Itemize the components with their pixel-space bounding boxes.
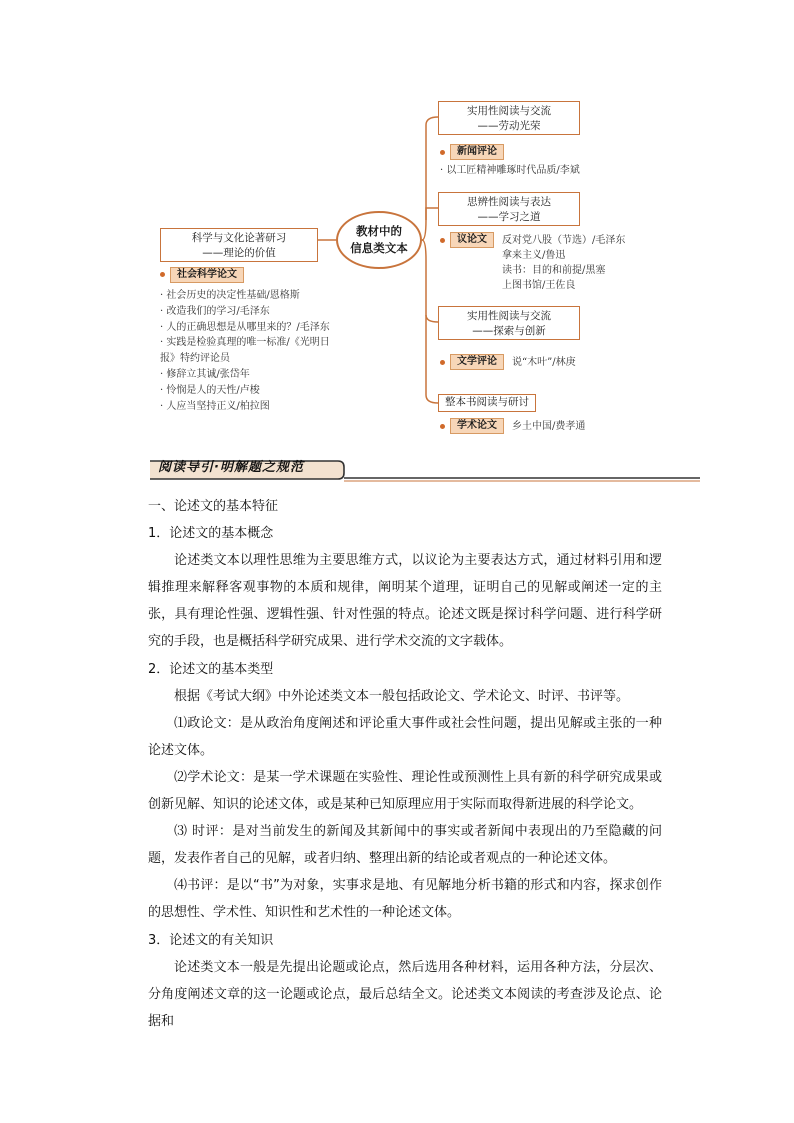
- right-branch-box-2: [438, 192, 580, 226]
- list-item: · 修辞立其诚/张岱年: [160, 368, 250, 380]
- branch-item: 乡土中国/费孝通: [512, 421, 586, 432]
- bullet-dot: [440, 150, 445, 155]
- branch-item: 说“木叶”/林庚: [512, 357, 576, 368]
- branch-item: · 以工匠精神雕琢时代品质/李斌: [440, 165, 580, 176]
- list-item: 报》特约评论员: [160, 353, 230, 365]
- category-tag-news-review: 新闻评论: [450, 144, 504, 160]
- list-item: · 怜悯是人的天性/卢梭: [160, 384, 260, 396]
- branch-title: 整本书阅读与研讨: [445, 396, 529, 408]
- branch-title: 实用性阅读与交流: [467, 310, 551, 322]
- bullet-dot: [160, 272, 165, 277]
- branch-item: 上图书馆/王佐良: [502, 280, 576, 291]
- center-line2: 信息类文本: [350, 241, 408, 255]
- type-item: ⑴政论文：是从政治角度阐述和评论重大事件或社会性问题，提出见解或主张的一种论述文体。: [148, 715, 662, 758]
- category-tag-academic: 学术论文: [450, 418, 504, 434]
- subheading-2: 2．论述文的基本类型: [148, 661, 274, 677]
- section-banner-title: 阅读导引·明解题之规范: [158, 460, 304, 475]
- heading-1: 一、论述文的基本特征: [148, 499, 279, 514]
- branch-item: 拿来主义/鲁迅: [502, 250, 566, 261]
- branch-title: 实用性阅读与交流: [467, 105, 551, 117]
- right-branch-box-3: [438, 306, 580, 340]
- bullet-dot: [440, 360, 445, 365]
- article-body: [148, 493, 662, 1035]
- subheading-1: [148, 520, 662, 547]
- branch-subtitle: ——劳动光荣: [477, 120, 541, 132]
- list-item: · 改造我们的学习/毛泽东: [160, 305, 270, 317]
- list-item: · 人应当坚持正义/柏拉图: [160, 400, 270, 412]
- mindmap-center-node: [336, 211, 422, 269]
- paragraph-1: 论述类文本以理性思维为主要思维方式，以议论为主要表达方式，通过材料引用和逻辑推理来解释客观事物的本质和规律，阐明某个道理，证明自己的见解或阐述一定的主张，具有理论性强、逻辑性强、针对性强的特点。论述文既是探讨科学问题、进行科学研究的手段，也是概括科学研究成果、进行学术交流的文字载体。: [148, 553, 662, 650]
- right-branch-box-4: [438, 394, 536, 412]
- center-line1: 教材中的: [356, 224, 402, 238]
- branch-item: 读书：目的和前提/黑塞: [502, 265, 606, 276]
- subheading-3: 3．论述文的有关知识: [148, 932, 274, 948]
- bullet-dot: [440, 238, 445, 243]
- branch-subtitle: ——探索与创新: [472, 325, 546, 337]
- left-box-line1: 科学与文化论著研习: [191, 232, 287, 244]
- left-item-list: [160, 288, 330, 414]
- branch-subtitle: ——学习之道: [477, 211, 541, 223]
- right-branch-box-1: [438, 101, 580, 135]
- branch-item: 反对党八股（节选）/毛泽东: [502, 235, 626, 246]
- list-item: · 社会历史的决定性基础/恩格斯: [160, 290, 300, 301]
- type-item: ⑵学术论文：是某一学术课题在实验性、理论性或预测性上具有新的科学研究成果或创新见解、知识的论述文体，或是某种已知原理应用于实际而取得新进展的科学论文。: [148, 769, 662, 813]
- list-item: · 人的正确思想是从哪里来的？/毛泽东: [160, 321, 330, 333]
- type-item: ⑷书评：是以“书”为对象，实事求是地、有见解地分析书籍的形式和内容，探求创作的思想性、学术性、知识性和艺术性的一种论述文体。: [148, 878, 662, 921]
- category-tag-literary-review: 文学评论: [450, 354, 504, 370]
- branch-title: 思辨性阅读与表达: [467, 196, 551, 208]
- bullet-dot: [440, 424, 445, 429]
- paragraph-3: 论述类文本一般是先提出论题或论点，然后选用各种材料，运用各种方法，分层次、分角度阐述文章的这一论题或论点，最后总结全文。论述类文本阅读的考查涉及论点、论据和: [148, 959, 662, 1029]
- subheading-1-text: 1．论述文的基本概念: [148, 526, 274, 542]
- left-category-tag: 社会科学论文: [170, 267, 244, 283]
- list-item: · 实践是检验真理的唯一标准/《光明日: [160, 337, 330, 349]
- left-box-line2: ——理论的价值: [202, 247, 276, 259]
- paragraph-2-intro: 根据《考试大纲》中外论述类文本一般包括政论文、学术论文、时评、书评等。: [174, 688, 630, 704]
- type-item: ⑶ 时评：是对当前发生的新闻及其新闻中的事实或者新闻中表现出的乃至隐藏的问题，发表作者自己的见解，或者归纳、整理出新的结论或者观点的一种论述文体。: [148, 824, 662, 867]
- left-branch-box: [160, 228, 318, 262]
- category-tag-argument: 议论文: [450, 232, 494, 248]
